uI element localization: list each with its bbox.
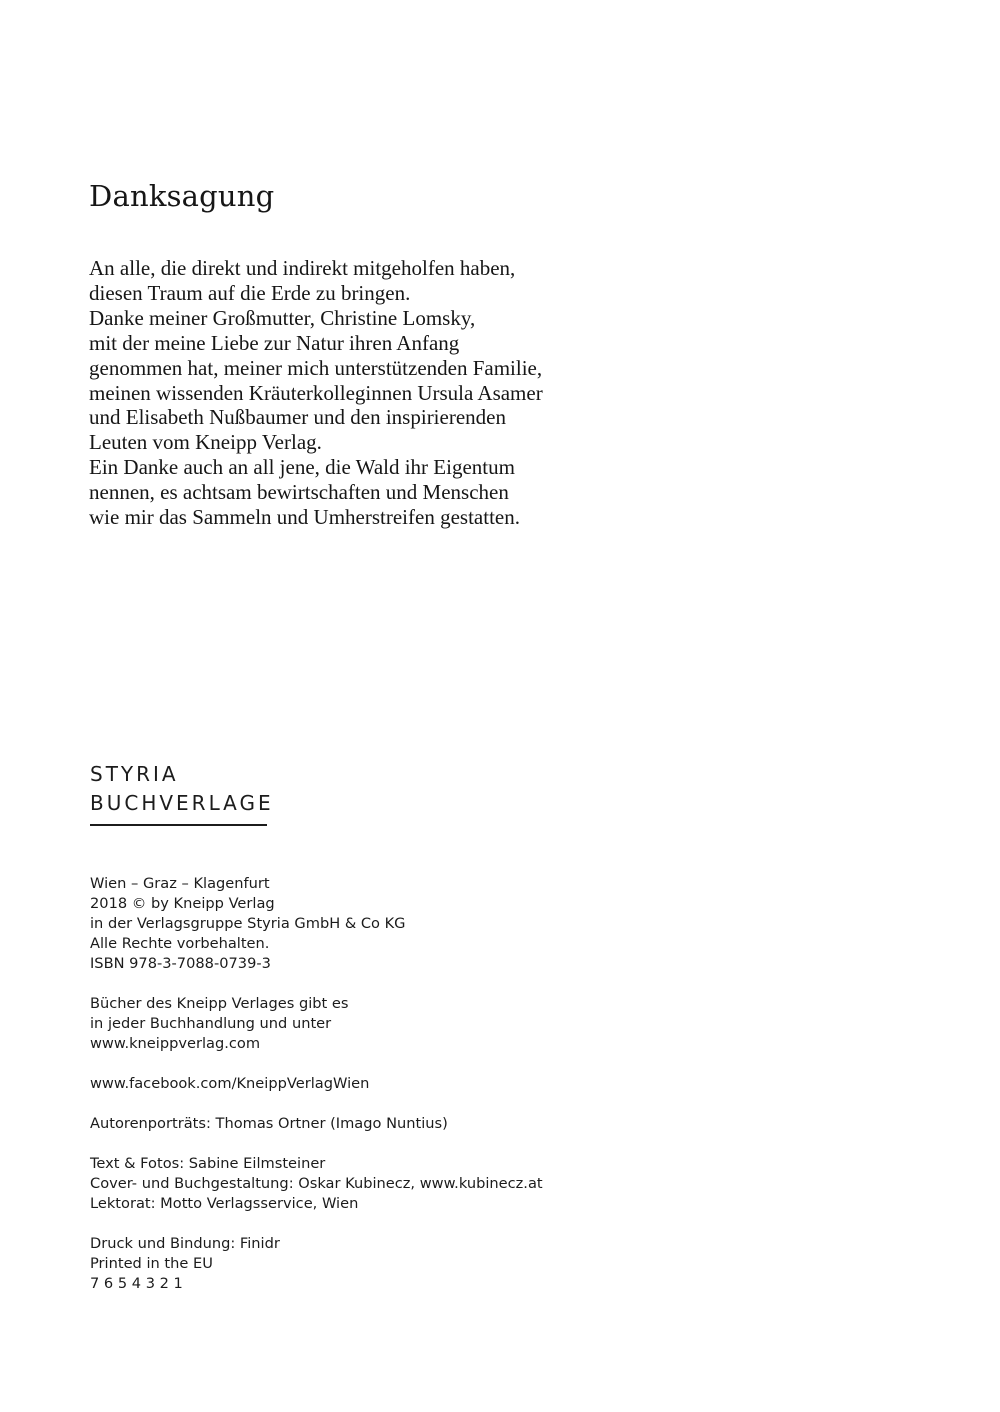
- acknowledgements-line: mit der meine Liebe zur Natur ihren Anfang: [89, 330, 460, 355]
- imprint-line: 2018 © by Kneipp Verlag: [90, 895, 275, 912]
- isbn: ISBN 978-3-7088-0739-3: [90, 955, 271, 972]
- imprint-line: Druck und Bindung: Finidr: [90, 1235, 280, 1252]
- imprint-line: Alle Rechte vorbehalten.: [90, 935, 270, 952]
- imprint-line: Printed in the EU: [90, 1255, 213, 1272]
- imprint-line: Text & Fotos: Sabine Eilmsteiner: [90, 1155, 326, 1172]
- imprint-line: Autorenporträts: Thomas Ortner (Imago Nuntius): [90, 1115, 448, 1132]
- acknowledgements-line: meinen wissenden Kräuterkolleginnen Ursula Asamer: [89, 380, 543, 405]
- page-title: Danksagung: [89, 179, 275, 213]
- print-run-numbers: 7 6 5 4 3 2 1: [90, 1275, 183, 1292]
- imprint-publication-block: [90, 874, 610, 974]
- imprint-availability-block: [90, 994, 610, 1054]
- publisher-website: www.kneippverlag.com: [90, 1035, 261, 1052]
- acknowledgements-line: genommen hat, meiner mich unterstützenden Familie,: [89, 355, 543, 380]
- imprint: [90, 874, 610, 1314]
- acknowledgements-line: Leuten vom Kneipp Verlag.: [89, 430, 322, 455]
- publisher-logo: [90, 760, 274, 826]
- acknowledgements-line: wie mir das Sammeln und Umherstreifen gestatten.: [89, 505, 520, 530]
- imprint-printing-block: [90, 1234, 610, 1294]
- logo-underline: [90, 824, 267, 826]
- imprint-credits-block: [90, 1154, 610, 1214]
- acknowledgements-line: An alle, die direkt und indirekt mitgeholfen haben,: [89, 256, 516, 280]
- imprint-social-block: [90, 1074, 610, 1094]
- imprint-line: Wien – Graz – Klagenfurt: [90, 875, 270, 892]
- acknowledgements-line: und Elisabeth Nußbaumer und den inspirierenden: [89, 405, 506, 430]
- acknowledgements-line: Ein Danke auch an all jene, die Wald ihr Eigentum: [89, 455, 515, 480]
- logo-line-buchverlage: BUCHVERLAGE: [90, 791, 274, 815]
- acknowledgements-line: Danke meiner Großmutter, Christine Lomsky,: [89, 305, 476, 330]
- imprint-line: Lektorat: Motto Verlagsservice, Wien: [90, 1195, 359, 1212]
- acknowledgements-line: diesen Traum auf die Erde zu bringen.: [89, 280, 411, 305]
- imprint-line: in der Verlagsgruppe Styria GmbH & Co KG: [90, 915, 406, 932]
- acknowledgements-text: [89, 256, 609, 530]
- acknowledgements-line: nennen, es achtsam bewirtschaften und Menschen: [89, 480, 509, 505]
- imprint-line: Bücher des Kneipp Verlages gibt es: [90, 995, 349, 1012]
- imprint-line: Cover- und Buchgestaltung: Oskar Kubinecz, www.kubinecz.at: [90, 1175, 543, 1192]
- imprint-line: in jeder Buchhandlung und unter: [90, 1015, 332, 1032]
- logo-line-styria: STYRIA: [90, 762, 179, 786]
- imprint-portraits-block: [90, 1114, 610, 1134]
- facebook-url: www.facebook.com/KneippVerlagWien: [90, 1075, 370, 1092]
